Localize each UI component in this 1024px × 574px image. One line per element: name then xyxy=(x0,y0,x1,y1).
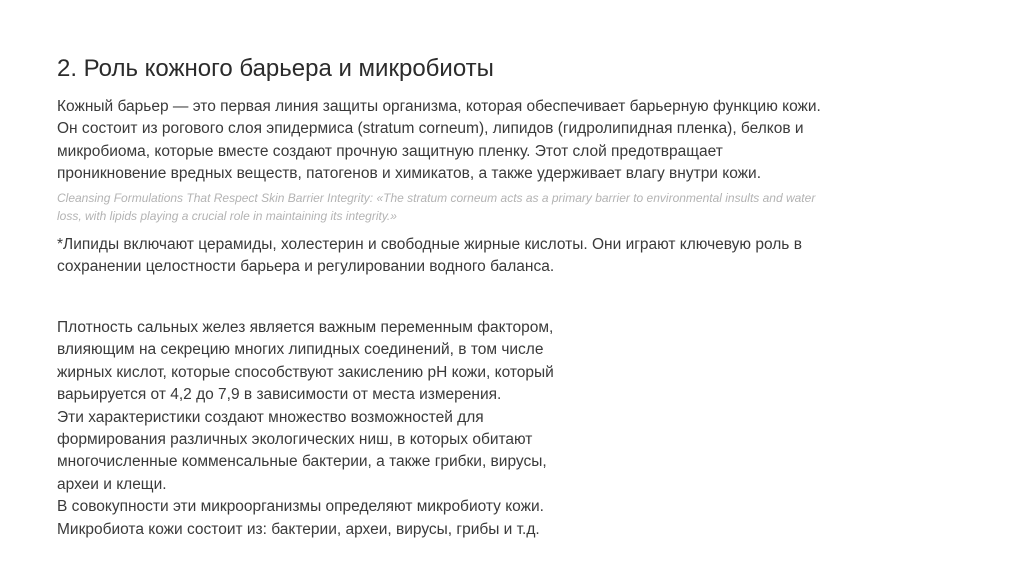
intro-line: проникновение вредных веществ, патогенов и химикатов, а также удерживает влагу внутри кожи. xyxy=(57,164,762,182)
sebum-line: Плотность сальных желез является важным переменным фактором, xyxy=(57,319,554,336)
lipids-line: *Липиды включают церамиды, холестерин и свободные жирные кислоты. Они играют ключевую роль в xyxy=(57,236,802,253)
sebum-paragraph xyxy=(57,317,554,541)
slide-title: 2. Роль кожного барьера и микробиоты xyxy=(57,55,494,82)
quote-line: Cleansing Formulations That Respect Skin Barrier Integrity: «The stratum corneum acts as a primary barrier to environmental insults and water xyxy=(57,191,816,205)
sebum-line: археи и клещи. xyxy=(57,475,167,493)
sebum-line: влияющим на секрецию многих липидных соединений, в том числе xyxy=(57,341,544,359)
sebum-line: многочисленные комменсальные бактерии, а также грибки, вирусы, xyxy=(57,453,547,471)
sebum-line: Эти характеристики создают множество возможностей для xyxy=(57,408,484,426)
citation-quote xyxy=(57,190,815,225)
sebum-line: варьируется от 4,2 до 7,9 в зависимости от места измерения. xyxy=(57,386,502,404)
sebum-line: Микробиота кожи состоит из: бактерии, археи, вирусы, грибы и т.д. xyxy=(57,520,540,538)
intro-line: Он состоит из рогового слоя эпидермиса (stratum corneum), липидов (гидролипидная пленка), белков и xyxy=(57,120,804,138)
quote-line: loss, with lipids playing a crucial role in maintaining its integrity.» xyxy=(57,208,397,223)
lipids-line: сохранении целостности барьера и регулировании водного баланса. xyxy=(57,258,555,276)
intro-line: Кожный барьер — это первая линия защиты организма, которая обеспечивает барьерную функцию кожи. xyxy=(57,98,821,115)
lipids-note xyxy=(57,234,802,279)
sebum-line: жирных кислот, которые способствуют закислению pH кожи, который xyxy=(57,363,554,381)
intro-paragraph xyxy=(57,96,821,185)
slide-top-edge xyxy=(0,0,1024,8)
sebum-line: формирования различных экологических ниш, в которых обитают xyxy=(57,431,533,449)
intro-line: микробиома, которые вместе создают прочную защитную пленку. Этот слой предотвращает xyxy=(57,142,723,160)
sebum-line: В совокупности эти микроорганизмы определяют микробиоту кожи. xyxy=(57,498,544,516)
